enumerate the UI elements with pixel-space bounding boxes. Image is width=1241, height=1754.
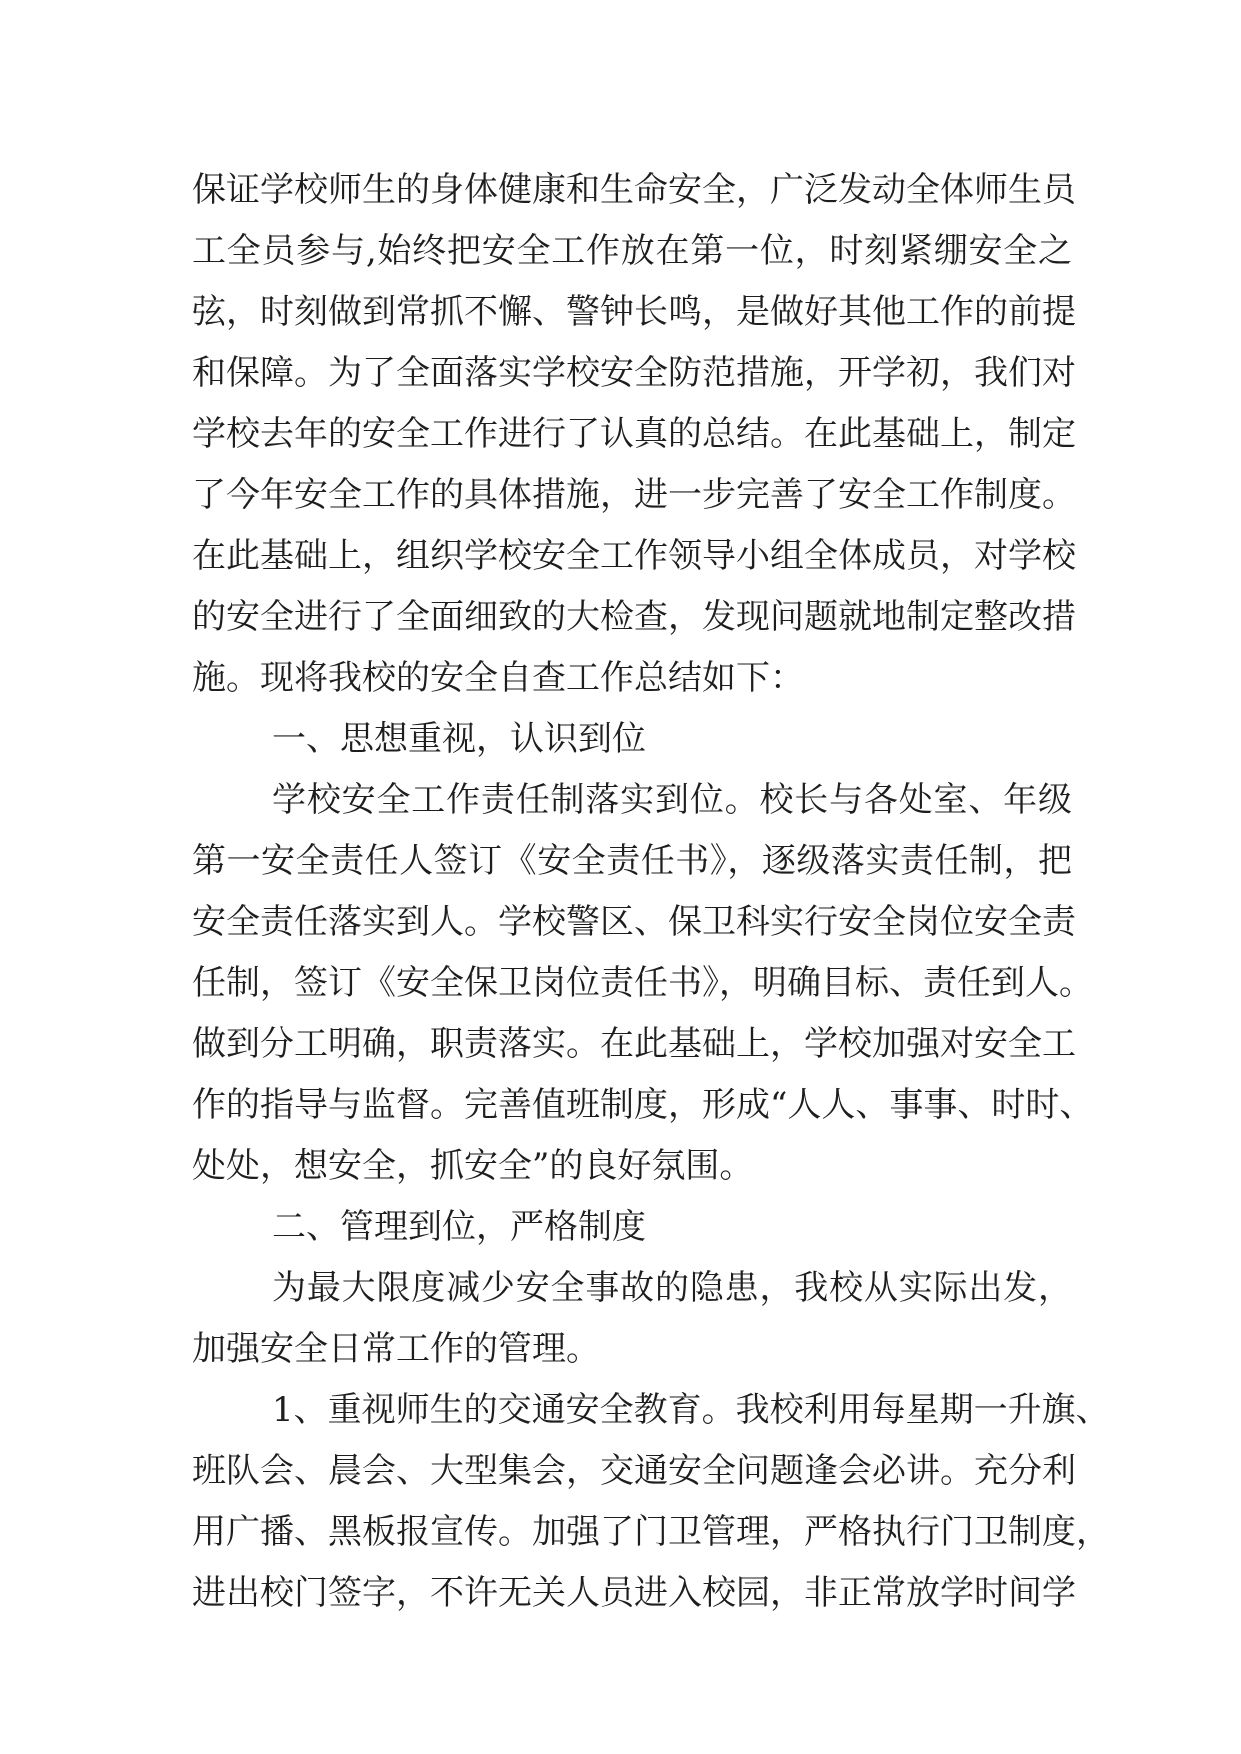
section-heading [192, 709, 1072, 770]
text-line: 施。现将我校的安全自查工作总结如下： [192, 658, 804, 698]
document-body [192, 160, 1110, 1624]
text-line: 作的指导与监督。完善值班制度，形成“人人、事事、时时、 [192, 1085, 1094, 1125]
heading-line: 一、思想重视，认识到位 [272, 719, 646, 759]
text-line: 的安全进行了全面细致的大检查，发现问题就地制定整改措 [192, 597, 1076, 637]
text-line: 加强安全日常工作的管理。 [192, 1329, 600, 1369]
text-line: 处处，想安全，抓安全”的良好氛围。 [192, 1146, 754, 1186]
text-line: 工全员参与,始终把安全工作放在第一位，时刻紧绷安全之 [192, 231, 1072, 271]
text-line: 任制，签订《安全保卫岗位责任书》，明确目标、责任到人。 [192, 963, 1093, 1003]
text-line: 学校去年的安全工作进行了认真的总结。在此基础上，制定 [192, 414, 1076, 454]
text-line: 弦，时刻做到常抓不懈、警钟长鸣，是做好其他工作的前提 [192, 292, 1076, 332]
text-line: 用广播、黑板报宣传。加强了门卫管理，严格执行门卫制度， [192, 1512, 1110, 1552]
text-line: 进出校门签字，不许无关人员进入校园，非正常放学时间学 [192, 1573, 1076, 1613]
text-line: 在此基础上，组织学校安全工作领导小组全体成员，对学校 [192, 536, 1076, 576]
text-line: 安全责任落实到人。学校警区、保卫科实行安全岗位安全责 [192, 902, 1076, 942]
text-line: 1、重视师生的交通安全教育。我校利用每星期一升旗、 [272, 1390, 1110, 1430]
text-line: 班队会、晨会、大型集会，交通安全问题逢会必讲。充分利 [192, 1451, 1076, 1491]
text-line: 第一安全责任人签订《安全责任书》，逐级落实责任制，把 [192, 841, 1072, 881]
text-line: 保证学校师生的身体健康和生命安全，广泛发动全体师生员 [192, 170, 1076, 210]
text-line: 了今年安全工作的具体措施，进一步完善了安全工作制度。 [192, 475, 1076, 515]
heading-line: 二、管理到位，严格制度 [272, 1207, 646, 1247]
paragraph [192, 770, 1094, 1197]
text-line: 为最大限度减少安全事故的隐患，我校从实际出发， [272, 1268, 1072, 1308]
text-line: 学校安全工作责任制落实到位。校长与各处室、年级 [272, 780, 1072, 820]
text-line: 做到分工明确，职责落实。在此基础上，学校加强对安全工 [192, 1024, 1076, 1064]
text-line: 和保障。为了全面落实学校安全防范措施，开学初，我们对 [192, 353, 1076, 393]
section-heading [192, 1197, 1072, 1258]
paragraph [192, 1258, 1072, 1380]
paragraph [192, 160, 1076, 709]
paragraph [192, 1380, 1110, 1624]
